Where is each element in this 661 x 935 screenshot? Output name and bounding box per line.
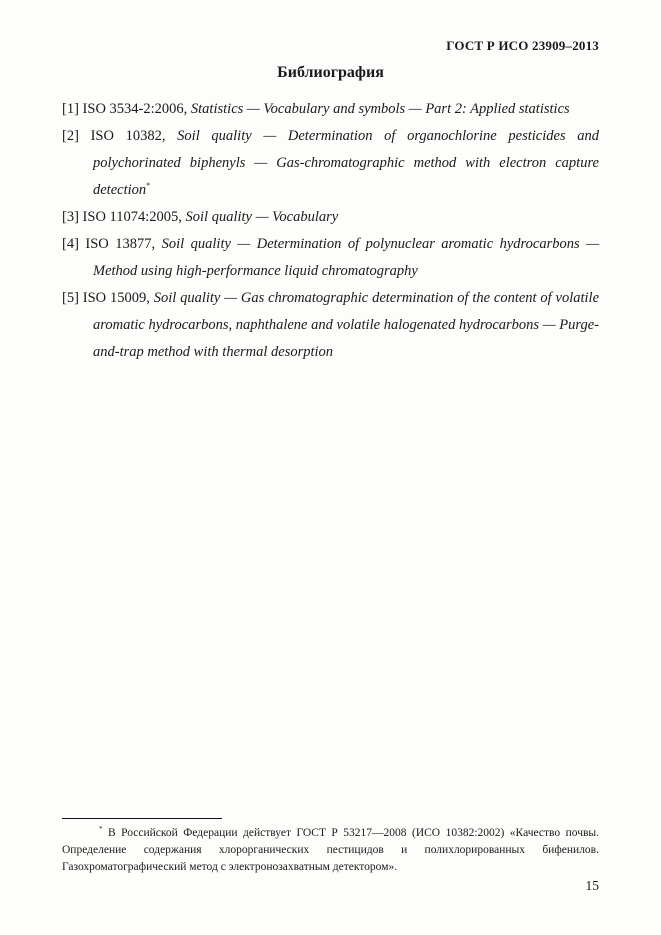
footnote-mark: * [99, 825, 103, 833]
entry-standard: ISO 11074:2005, [82, 209, 182, 225]
entry-standard: ISO 10382, [90, 128, 166, 144]
footnote-separator [62, 818, 222, 819]
page-number: 15 [585, 878, 599, 893]
entry-standard: ISO 3534-2:2006, [82, 101, 188, 117]
entry-number: [5] [62, 290, 79, 306]
bibliography-entry [62, 123, 599, 204]
entry-title: Soil quality — Determination of organochlorine pesticides and polychorinated biphenyls — Gas-chromatographic method with electron capture detection [93, 128, 599, 198]
bibliography-entry [62, 96, 599, 123]
entry-title: Soil quality — Gas chromatographic determination of the content of volatile aromatic hydrocarbons, naphthalene and volatile halogenated hydrocarbons — Purge-and-trap method with thermal desorption [93, 290, 600, 360]
entry-standard: ISO 13877, [85, 236, 156, 252]
entry-title: Soil quality — Determination of polynuclear aromatic hydrocarbons — Method using high-performance liquid chromatography [93, 236, 599, 279]
document-code: ГОСТ Р ИСО 23909–2013 [446, 38, 599, 53]
footnote-reference-mark: * [146, 181, 151, 190]
page-title: Библиография [277, 64, 384, 81]
bibliography-entry [62, 231, 599, 285]
entry-title: Statistics — Vocabulary and symbols — Part 2: Applied statistics [190, 101, 570, 117]
entry-number: [4] [62, 236, 79, 252]
entry-standard: ISO 15009, [82, 290, 150, 306]
bibliography-entry [62, 285, 599, 366]
bibliography-list [62, 96, 599, 366]
footnote [62, 825, 599, 876]
entry-title: Soil quality — Vocabulary [185, 209, 339, 225]
entry-number: [1] [62, 101, 79, 117]
bibliography-entry [62, 204, 599, 231]
entry-number: [2] [62, 128, 79, 144]
entry-number: [3] [62, 209, 79, 225]
footnote-text: В Российской Федерации действует ГОСТ Р 53217—2008 (ИСО 10382:2002) «Качество почвы. Определение содержания хлорорганических пестицидов и полихлорированных бифенилов. Газохроматографический метод с электронозахватным детектором». [62, 827, 600, 873]
